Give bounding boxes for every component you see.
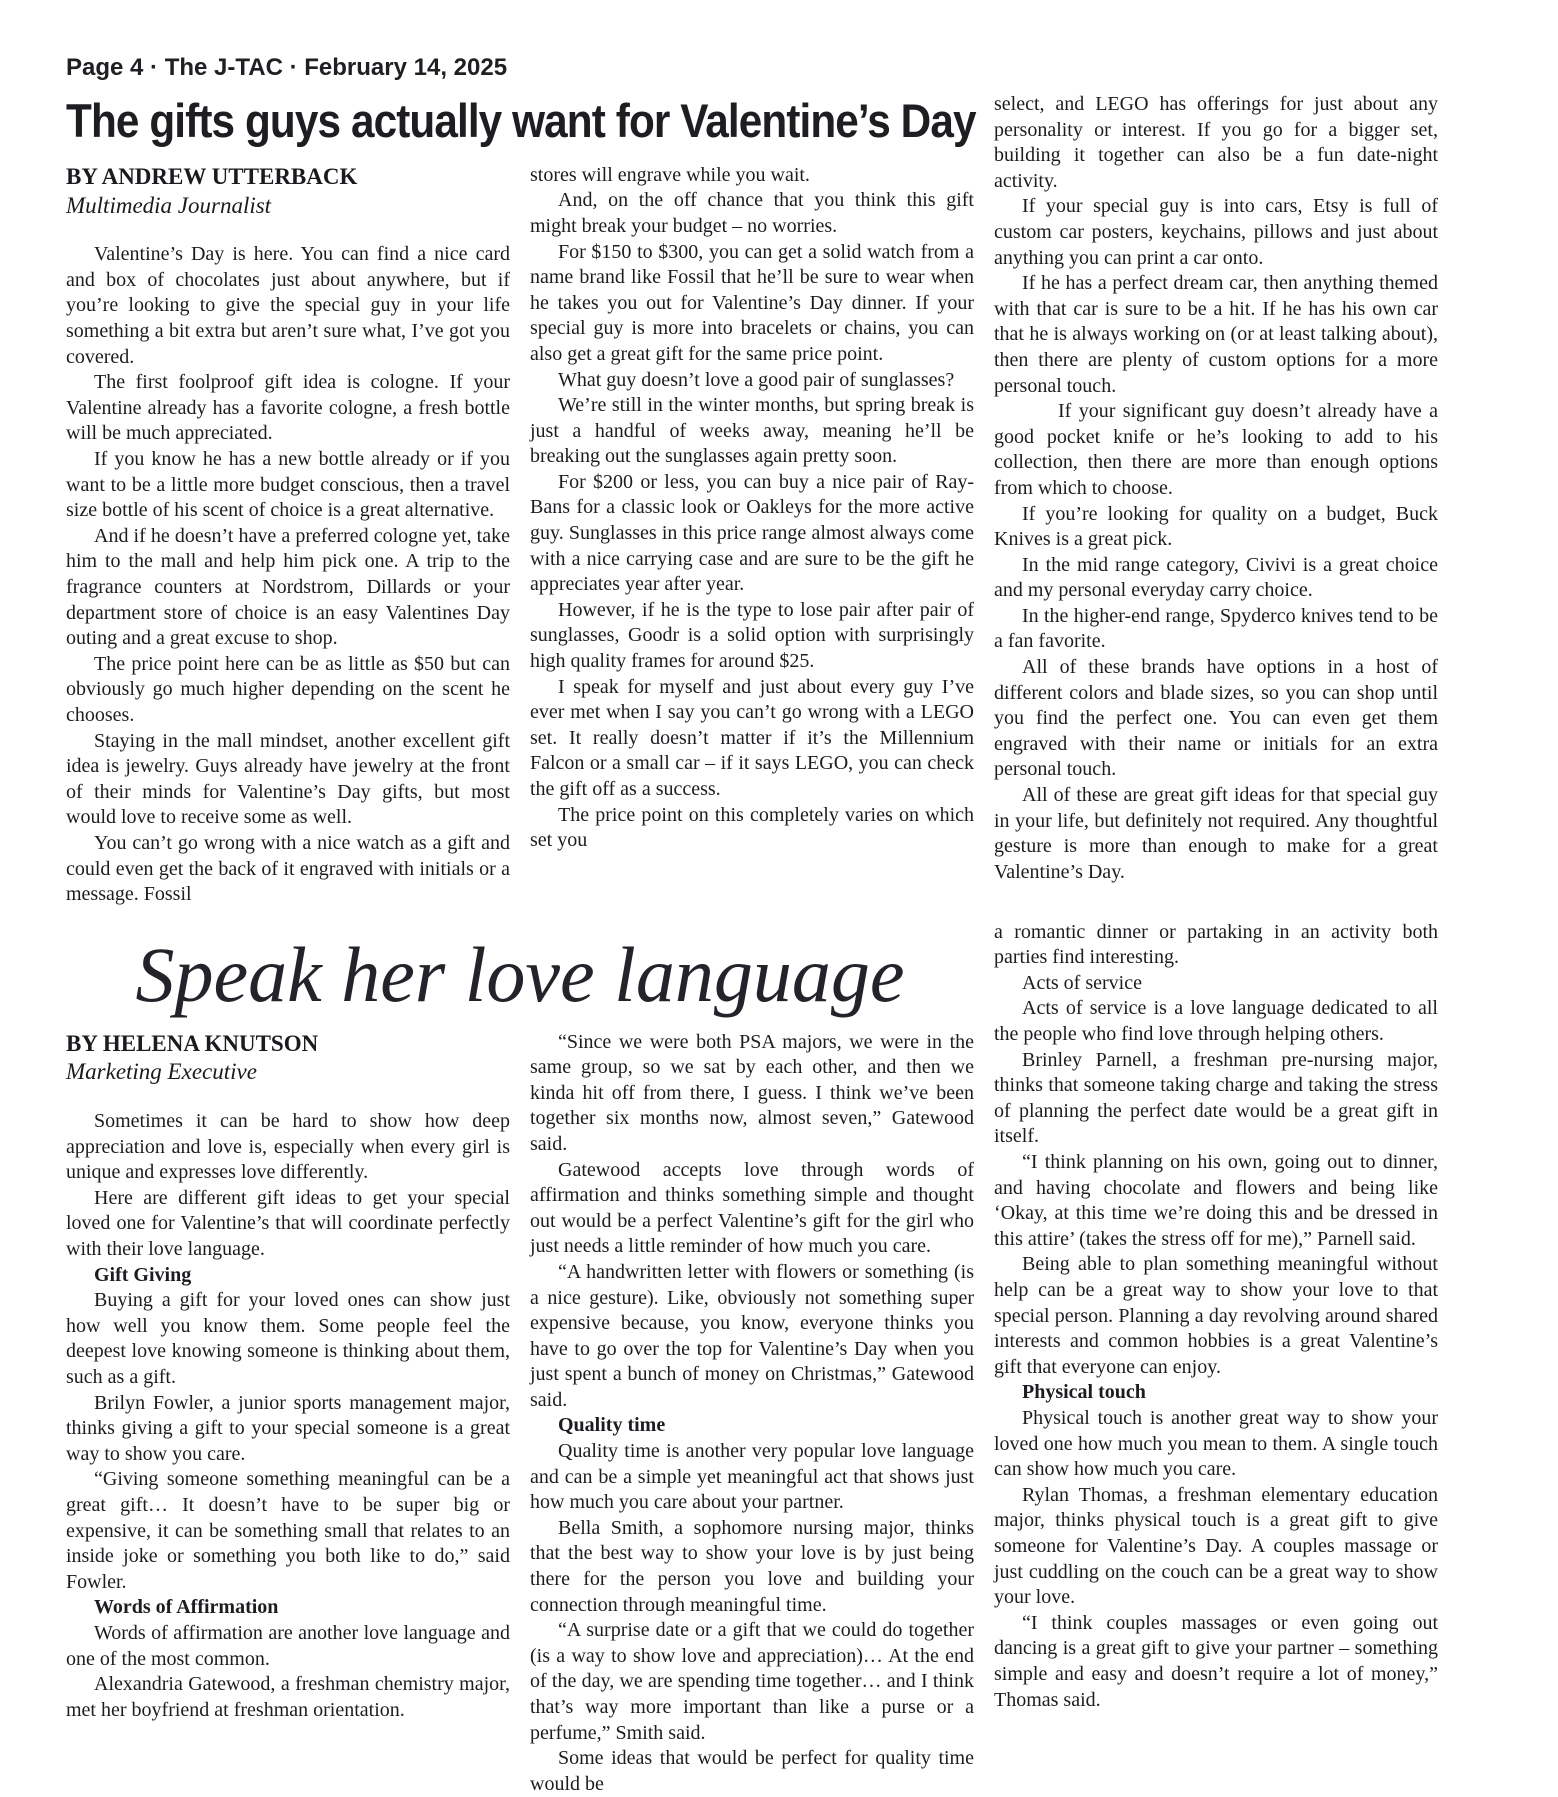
paragraph: Bella Smith, a sophomore nursing major, thinks that the best way to show your love is by just being there for the person you love and building your connection through meaningful time. bbox=[530, 1516, 974, 1616]
page-header: Page 4 · The J-TAC · February 14, 2025 bbox=[66, 54, 508, 81]
paragraph: All of these brands have options in a host of different colors and blade sizes, so you can shop until you find the perfect one. You can even get them engraved with their name or initials for an extra personal touch. bbox=[994, 656, 1438, 781]
byline-author: BY ANDREW UTTERBACK bbox=[66, 163, 358, 189]
subhead-gift-giving: Gift Giving bbox=[94, 1263, 192, 1286]
paragraph: In the higher-end range, Spyderco knives tend to be a fan favorite. bbox=[994, 604, 1438, 653]
paragraph: Staying in the mall mindset, another excellent gift idea is jewelry. Guys already have jewelry at the front of their minds for Valentine’s Day gifts, but most would love to receive some as well. bbox=[66, 729, 510, 829]
paragraph: “I think couples massages or even going out dancing is a great gift to give your partner – something simple and easy and doesn’t require a lot of money,” Thomas said. bbox=[994, 1611, 1438, 1711]
article-1-left bbox=[66, 92, 974, 908]
article-column bbox=[530, 1030, 974, 1797]
subhead-quality-time: Quality time bbox=[558, 1414, 666, 1437]
paragraph: You can’t go wrong with a nice watch as a gift and could even get the back of it engraved with initials or a message. Fossil bbox=[66, 831, 510, 906]
paragraph: “A handwritten letter with flowers or something (is a nice gesture). Like, obviously not something super expensive because, you know, everyone thinks you have to go over the top for Valentine’s Day when you just spent a bunch of money on Christmas,” Gatewood said. bbox=[530, 1260, 974, 1411]
paragraph: The price point here can be as little as $50 but can obviously go much higher depending on the scent he chooses. bbox=[66, 652, 510, 726]
paragraph: Words of affirmation are another love language and one of the most common. bbox=[66, 1621, 510, 1670]
byline bbox=[66, 1030, 510, 1088]
subhead-physical-touch: Physical touch bbox=[1022, 1381, 1146, 1404]
article-1-headline: The gifts guys actually want for Valentine’s Day bbox=[66, 94, 976, 147]
paragraph: If your special guy is into cars, Etsy is full of custom car posters, keychains, pillows and just about anything you can print a car onto. bbox=[994, 195, 1438, 269]
paragraph: For $200 or less, you can buy a nice pair of Ray-Bans for a classic look or Oakleys for the more active guy. Sunglasses in this price range almost always come with a nice carrying case and are sure to be the gift he appreciates year after year. bbox=[530, 470, 974, 596]
byline bbox=[66, 163, 510, 221]
paragraph: What guy doesn’t love a good pair of sunglasses? bbox=[558, 368, 955, 391]
article-2-columns bbox=[66, 1030, 974, 1797]
paragraph: “I think planning on his own, going out to dinner, and having chocolate and flowers and being like ‘Okay, at this time we’re doing this and be dressed in this attire’ (takes the stress off for me),” Parnell said. bbox=[994, 1151, 1438, 1250]
article-1-columns bbox=[66, 163, 974, 908]
article-column bbox=[66, 1030, 510, 1797]
paragraph: Rylan Thomas, a freshman elementary education major, thinks physical touch is a great gift to give someone for Valentine’s Day. A couples massage or just cuddling on the couch can be a great way to show your love. bbox=[994, 1483, 1438, 1609]
paragraph: And, on the off chance that you think this gift might break your budget – no worries. bbox=[530, 189, 974, 237]
paragraph: If he has a perfect dream car, then anything themed with that car is sure to be a hit. If he has his own car that he is always working on (or at least talking about), then there are plenty of custom options for a more personal touch. bbox=[994, 272, 1438, 397]
paragraph: Here are different gift ideas to get your special loved one for Valentine’s that will coordinate perfectly with their love language. bbox=[66, 1186, 510, 1261]
paragraph: If your significant guy doesn’t already have a good pocket knife or he’s looking to add to his collection, then there are more than enough options from which to choose. bbox=[994, 400, 1438, 499]
paragraph: The price point on this completely varies on which set you bbox=[530, 803, 974, 852]
article-column bbox=[994, 92, 1438, 908]
byline-role: Multimedia Journalist bbox=[66, 192, 272, 218]
paragraph: All of these are great gift ideas for that special guy in your life, but definitely not required. Any thoughtful gesture is more than enough to make for a great Valentine’s Day. bbox=[994, 784, 1438, 883]
byline-author: BY HELENA KNUTSON bbox=[66, 1030, 319, 1056]
paragraph: “A surprise date or a gift that we could do together (is a way to show love and appreciation)… At the end of the day, we are spending time together… and I think that’s way more important than like a purse or a perfume,” Smith said. bbox=[530, 1619, 974, 1744]
paragraph-continuation: a romantic dinner or partaking in an activity both parties find interesting. bbox=[994, 920, 1438, 969]
article-2-headline: Speak her love language bbox=[135, 930, 905, 1018]
subhead-words-of-affirmation: Words of Affirmation bbox=[94, 1596, 279, 1619]
paragraph: Valentine’s Day is here. You can find a nice card and box of chocolates just about anywhere, but if you’re looking to give the special guy in your life something a bit extra but aren’t sure what, I’ve got you covered. bbox=[66, 243, 510, 368]
paragraph: “Giving someone something meaningful can be a great gift… It doesn’t have to be super big or expensive, it can be something small that relates to an inside joke or something you both like to do,” said Fowler. bbox=[66, 1468, 510, 1593]
paragraph: We’re still in the winter months, but spring break is just a handful of weeks away, meaning he’ll be breaking out the sunglasses again pretty soon. bbox=[530, 394, 974, 468]
paragraph: Acts of service is a love language dedicated to all the people who find love through helping others. bbox=[994, 997, 1438, 1046]
paragraph: Quality time is another very popular love language and can be a simple yet meaningful act that shows just how much you care about your partner. bbox=[530, 1440, 974, 1514]
paragraph: Some ideas that would be perfect for quality time would be bbox=[530, 1747, 974, 1795]
article-speak-her-love-language bbox=[66, 908, 1438, 1797]
paragraph: If you’re looking for quality on a budget, Buck Knives is a great pick. bbox=[994, 502, 1438, 551]
byline-role: Marketing Executive bbox=[66, 1059, 257, 1085]
paragraph: Alexandria Gatewood, a freshman chemistry major, met her boyfriend at freshman orientation. bbox=[66, 1673, 510, 1721]
paragraph: Gatewood accepts love through words of affirmation and thinks something simple and thought out would be a perfect Valentine’s gift for the girl who just needs a little reminder of how much you care. bbox=[530, 1158, 974, 1258]
paragraph: Sometimes it can be hard to show how deep appreciation and love is, especially when every girl is unique and expresses love differently. bbox=[66, 1110, 510, 1184]
article-column bbox=[530, 163, 974, 908]
paragraph: Physical touch is another great way to show your loved one how much you mean to them. A single touch can show how much you care. bbox=[994, 1406, 1438, 1481]
article-column bbox=[66, 163, 510, 908]
paragraph: And if he doesn’t have a preferred cologne yet, take him to the mall and help him pick one. A trip to the fragrance counters at Nordstrom, Dillards or your department store of choice is an easy Valentines Day outing and a great excuse to shop. bbox=[66, 524, 510, 650]
paragraph: Being able to plan something meaningful without help can be a great way to show your love to that special person. Planning a day revolving around shared interests and common hobbies is a great Valentine’s gift that everyone can enjoy. bbox=[994, 1253, 1438, 1378]
newspaper-page bbox=[66, 0, 1438, 1797]
paragraph: In the mid range category, Civivi is a great choice and my personal everyday carry choice. bbox=[994, 553, 1438, 602]
paragraph: Buying a gift for your loved ones can show just how well you know them. Some people feel the deepest love knowing someone is thinking about them, such as a gift. bbox=[66, 1289, 510, 1389]
paragraph-continuation: select, and LEGO has offerings for just about any personality or interest. If you go for a bigger set, building it together can also be a fun date-night activity. bbox=[994, 93, 1438, 192]
article-column bbox=[994, 908, 1438, 1797]
subhead-acts-of-service: Acts of service bbox=[1022, 971, 1142, 994]
article-2-left bbox=[66, 908, 974, 1797]
paragraph: I speak for myself and just about every guy I’ve ever met when I say you can’t go wrong with a LEGO set. It really doesn’t matter if it’s the Millennium Falcon or a small car – if it says LEGO, you can check the gift off as a success. bbox=[530, 675, 974, 800]
paragraph: If you know he has a new bottle already or if you want to be a little more budget conscious, then a travel size bottle of his scent of choice is a great alternative. bbox=[66, 448, 510, 522]
paragraph: The first foolproof gift idea is cologne. If your Valentine already has a favorite cologne, a fresh bottle will be much appreciated. bbox=[66, 371, 510, 445]
paragraph: For $150 to $300, you can get a solid watch from a name brand like Fossil that he’ll be sure to wear when he takes you out for Valentine’s Day dinner. If your special guy is more into bracelets or chains, you can also get a great gift for the same price point. bbox=[530, 240, 974, 365]
article-gifts-guys-want bbox=[66, 92, 1438, 908]
paragraph-continuation: stores will engrave while you wait. bbox=[530, 163, 810, 186]
paragraph: “Since we were both PSA majors, we were in the same group, so we sat by each other, and then we kinda hit off from there, I guess. I think we’ve been together six months now, almost seven,” Gatewood said. bbox=[530, 1030, 974, 1155]
paragraph: Brinley Parnell, a freshman pre-nursing major, thinks that someone taking charge and taking the stress of planning the perfect date would be a great gift in itself. bbox=[994, 1048, 1438, 1148]
paragraph: Brilyn Fowler, a junior sports management major, thinks giving a gift to your special someone is a great way to show you care. bbox=[66, 1391, 510, 1465]
paragraph: However, if he is the type to lose pair after pair of sunglasses, Goodr is a solid option with surprisingly high quality frames for around $25. bbox=[530, 598, 974, 673]
